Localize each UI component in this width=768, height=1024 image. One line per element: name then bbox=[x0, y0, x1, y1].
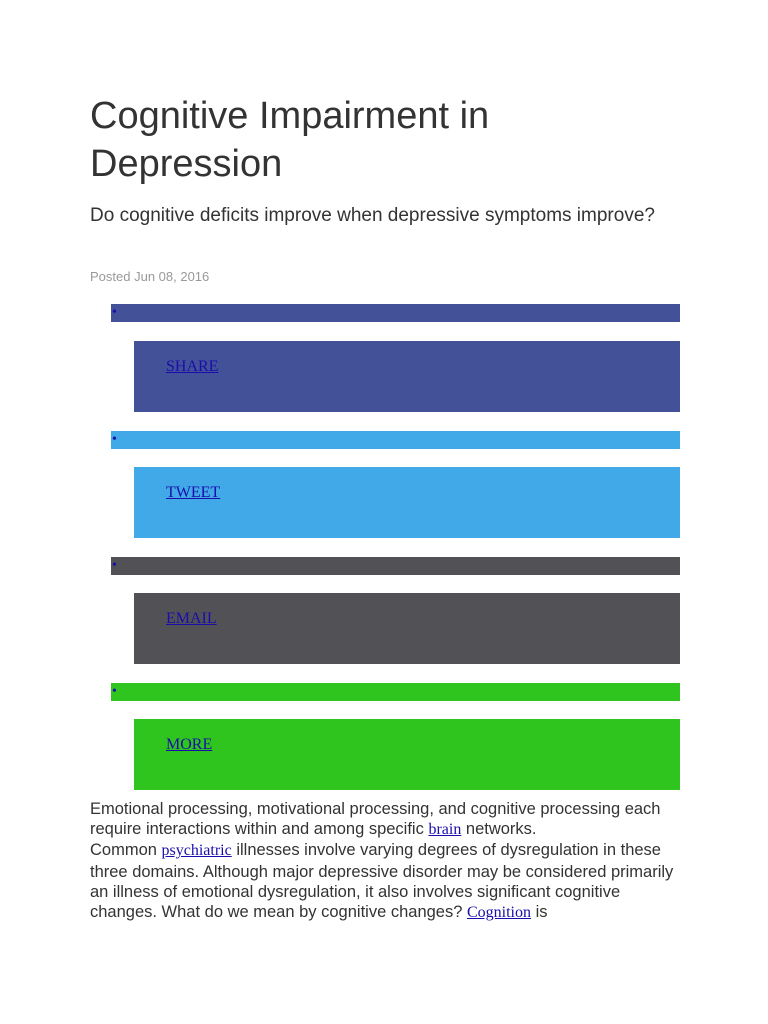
more-button[interactable] bbox=[134, 719, 680, 790]
cognition-link[interactable]: Cognition bbox=[466, 904, 531, 922]
email-link[interactable]: EMAIL bbox=[166, 610, 217, 627]
body-text-2: networks. bbox=[461, 820, 537, 839]
share-list-bullet-share bbox=[111, 304, 680, 322]
bullet-icon: • bbox=[112, 432, 117, 447]
share-list-bullet-tweet bbox=[111, 431, 680, 449]
body-text-4: illnesses involve varying degrees of dysregulation in these three domains. Although major depressive disorder may be considered primarily an illness of emotional dysregulation, it also involves significant cognitive changes. What do we mean by cognitive changes? bbox=[90, 841, 674, 922]
more-link[interactable]: MORE bbox=[166, 736, 213, 753]
share-list-bullet-email bbox=[111, 557, 680, 575]
bullet-icon: • bbox=[112, 558, 117, 573]
share-button[interactable] bbox=[134, 341, 680, 412]
share-list-bullet-more bbox=[111, 683, 680, 701]
article-body bbox=[90, 799, 690, 923]
tweet-link[interactable]: TWEET bbox=[166, 484, 221, 501]
bullet-icon: • bbox=[112, 305, 117, 320]
body-text-1: Emotional processing, motivational processing, and cognitive processing each require interactions within and among specific bbox=[90, 800, 661, 839]
body-text-5: is bbox=[531, 903, 548, 922]
posted-date: Posted Jun 08, 2016 bbox=[90, 269, 210, 284]
email-button[interactable] bbox=[134, 593, 680, 664]
share-link[interactable]: SHARE bbox=[166, 358, 219, 375]
page-title: Cognitive Impairment in Depression bbox=[90, 95, 490, 185]
brain-link[interactable]: brain bbox=[428, 821, 462, 839]
tweet-button[interactable] bbox=[134, 467, 680, 538]
psychiatric-link[interactable]: psychiatric bbox=[161, 842, 232, 860]
body-text-3: Common bbox=[90, 841, 162, 860]
bullet-icon: • bbox=[112, 684, 117, 699]
article-subtitle: Do cognitive deficits improve when depressive symptoms improve? bbox=[90, 205, 655, 226]
